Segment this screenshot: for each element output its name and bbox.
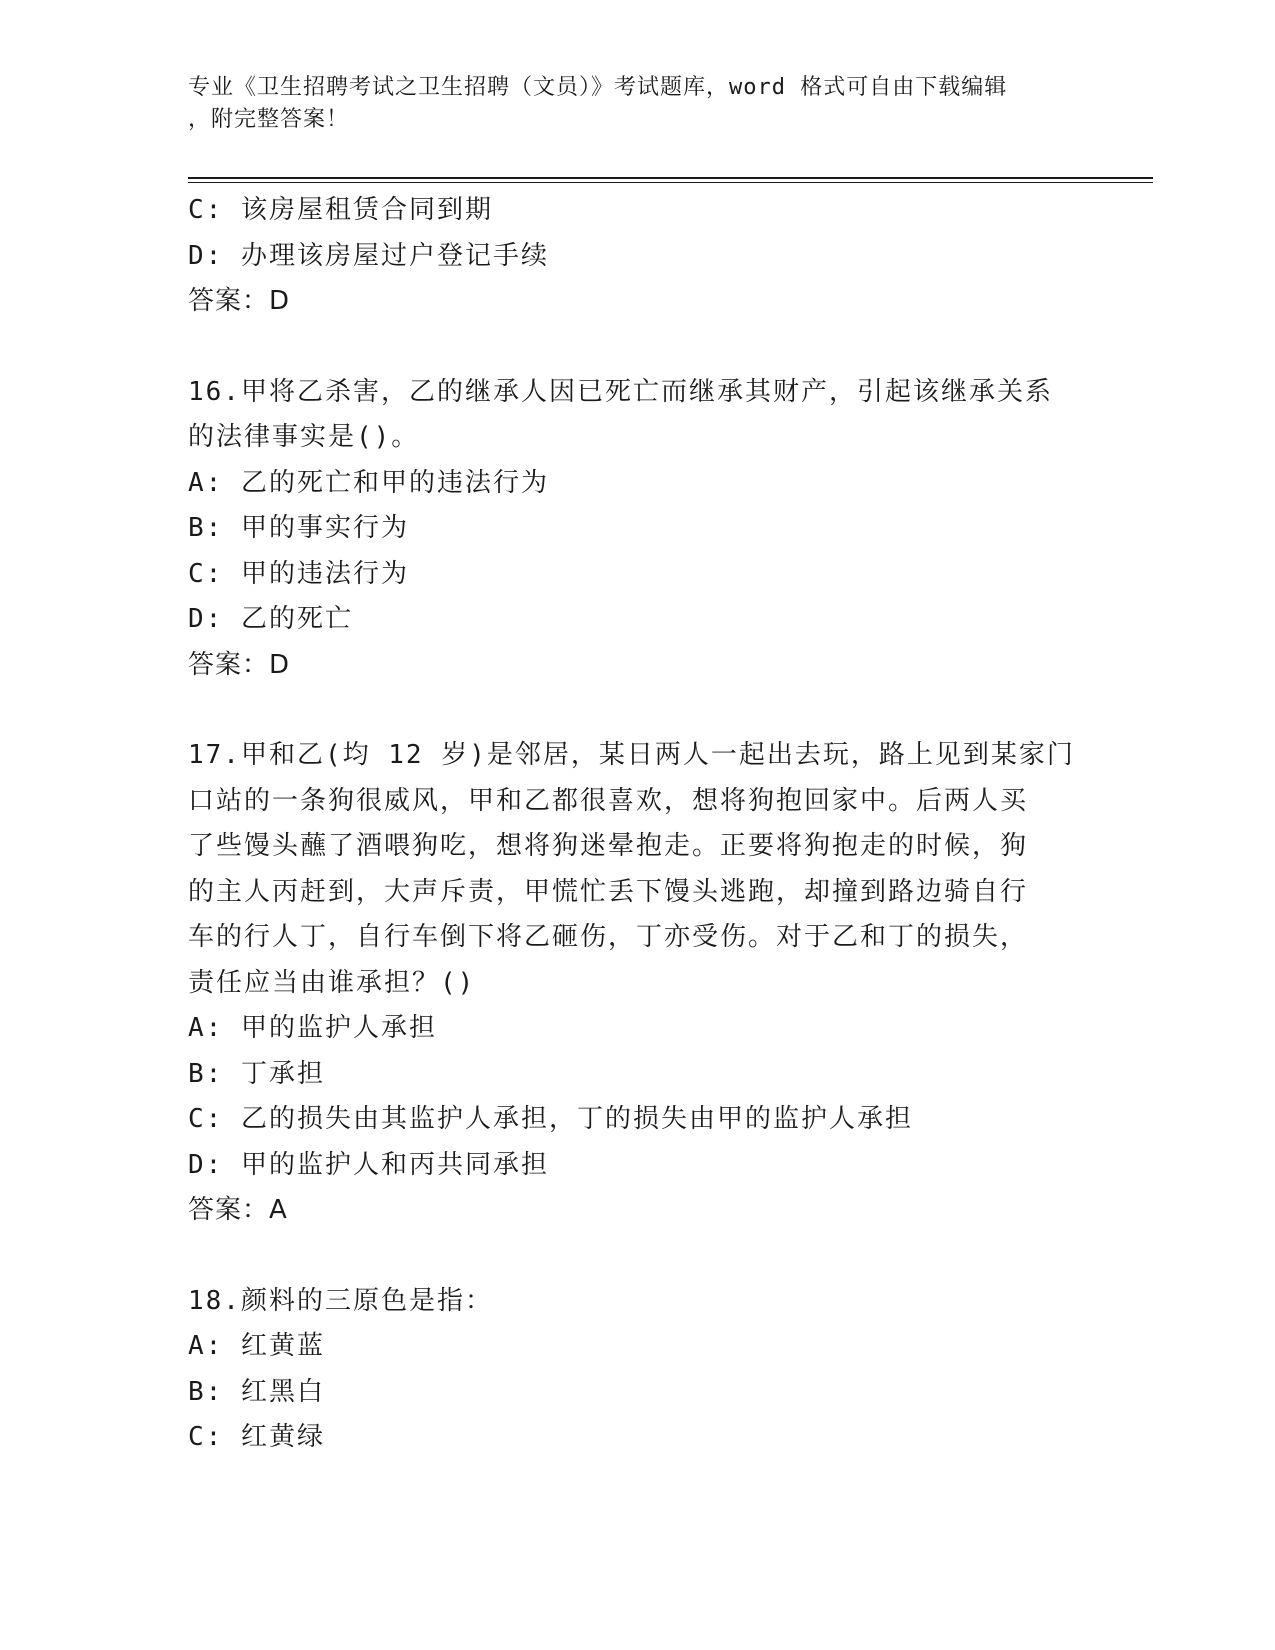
header-divider-thin — [188, 182, 1153, 183]
question-stem-line: 17.甲和乙(均 12 岁)是邻居，某日两人一起出去玩，路上见到某家门 — [188, 740, 1075, 770]
header-divider-thick — [188, 177, 1153, 179]
answer-label: 答案：A — [188, 1195, 288, 1225]
question-stem-line: 了些馒头蘸了酒喂狗吃，想将狗迷晕抱走。正要将狗抱走的时候，狗 — [188, 831, 1029, 861]
question-list — [188, 188, 1088, 1461]
spacer — [188, 325, 1088, 370]
option-a: A: 甲的监护人承担 — [188, 1013, 437, 1043]
question-18 — [188, 1279, 1088, 1461]
option-c: C: 红黄绿 — [188, 1422, 325, 1452]
option-a: A: 红黄蓝 — [188, 1331, 325, 1361]
option-b: B: 甲的事实行为 — [188, 513, 409, 543]
option-d: D: 乙的死亡 — [188, 604, 353, 634]
spacer — [188, 688, 1088, 733]
question-stem-line: 18.颜料的三原色是指： — [188, 1285, 493, 1316]
page-header — [188, 72, 1068, 136]
question-stem-line: 的主人丙赶到，大声斥责，甲慌忙丢下馒头逃跑，却撞到路边骑自行 — [188, 876, 1029, 907]
option-c: C: 乙的损失由其监护人承担，丁的损失由甲的监护人承担 — [188, 1104, 913, 1134]
option-d: D: 办理该房屋过户登记手续 — [188, 240, 549, 271]
option-c: C: 甲的违法行为 — [188, 558, 409, 589]
header-line-1: 专业《卫生招聘考试之卫生招聘（文员）》考试题库，word 格式可自由下载编辑 — [188, 75, 1008, 100]
option-b: B: 红黑白 — [188, 1376, 325, 1407]
answer-label: 答案：D — [188, 286, 291, 316]
question-stem-line: 口站的一条狗很威风，甲和乙都很喜欢，想将狗抱回家中。后两人买 — [188, 785, 1029, 816]
option-b: B: 丁承担 — [188, 1058, 325, 1089]
question-stem-line: 责任应当由谁承担？() — [188, 967, 476, 998]
question-17 — [188, 733, 1088, 1234]
header-line-2: ，附完整答案！ — [188, 107, 350, 132]
spacer — [188, 1234, 1088, 1279]
question-stem-line: 的法律事实是()。 — [188, 422, 420, 452]
question-stem-line: 16.甲将乙杀害，乙的继承人因已死亡而继承其财产，引起该继承关系 — [188, 376, 1053, 407]
option-a: A: 乙的死亡和甲的违法行为 — [188, 467, 549, 498]
question-16 — [188, 370, 1088, 689]
option-d: D: 甲的监护人和丙共同承担 — [188, 1149, 549, 1180]
question-stem-line: 车的行人丁，自行车倒下将乙砸伤，丁亦受伤。对于乙和丁的损失， — [188, 922, 1029, 952]
question-15 — [188, 188, 1088, 325]
answer-label: 答案：D — [188, 649, 291, 680]
option-c: C: 该房屋租赁合同到期 — [188, 195, 493, 225]
